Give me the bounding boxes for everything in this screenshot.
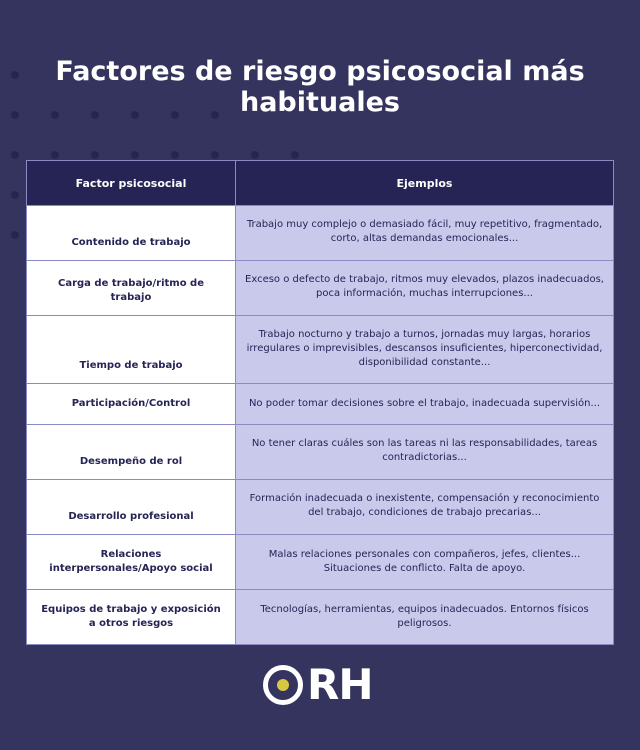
table-row <box>27 424 613 479</box>
example-cell: No poder tomar decisiones sobre el trabajo, inadecuada supervisión... <box>235 384 613 424</box>
example-cell: No tener claras cuáles son las tareas ni las responsabilidades, tareas contradictorias... <box>235 425 613 479</box>
factor-cell: Desarrollo profesional <box>27 480 235 534</box>
example-cell: Trabajo muy complejo o demasiado fácil, muy repetitivo, fragmentado, corto, altas demandas emocionales... <box>235 206 613 260</box>
table-header <box>27 161 613 205</box>
logo-dot-icon <box>277 679 289 691</box>
page-title: Factores de riesgo psicosocial más habituales <box>55 56 585 118</box>
header-ejemplos: Ejemplos <box>235 161 613 205</box>
example-cell: Tecnologías, herramientas, equipos inadecuados. Entornos físicos peligrosos. <box>235 590 613 644</box>
table-row <box>27 315 613 383</box>
factor-cell: Tiempo de trabajo <box>27 316 235 383</box>
factor-cell: Carga de trabajo/ritmo de trabajo <box>27 261 235 315</box>
example-cell: Formación inadecuada o inexistente, compensación y reconocimiento del trabajo, condiciones de trabajo precarias... <box>235 480 613 534</box>
example-cell: Malas relaciones personales con compañeros, jefes, clientes... Situaciones de conflicto. Falta de apoyo. <box>235 535 613 589</box>
orh-logo <box>263 662 373 708</box>
factor-cell: Desempeño de rol <box>27 425 235 479</box>
table-row <box>27 479 613 534</box>
table-row <box>27 534 613 589</box>
factor-cell: Participación/Control <box>27 384 235 424</box>
table-row <box>27 589 613 644</box>
header-factor: Factor psicosocial <box>75 176 187 190</box>
factor-cell: Equipos de trabajo y exposición a otros riesgos <box>27 590 235 644</box>
risk-factors-table <box>26 160 614 645</box>
table-row <box>27 383 613 424</box>
logo-text: RH <box>307 660 373 709</box>
table-row <box>27 260 613 315</box>
factor-cell: Relaciones interpersonales/Apoyo social <box>27 535 235 589</box>
factor-cell: Contenido de trabajo <box>27 206 235 260</box>
example-cell: Exceso o defecto de trabajo, ritmos muy elevados, plazos inadecuados, poca información, muchas interrupciones... <box>235 261 613 315</box>
logo-ring-icon <box>263 665 303 705</box>
example-cell: Trabajo nocturno y trabajo a turnos, jornadas muy largas, horarios irregulares o imprevisibles, descansos insuficientes, hiperconectividad, disponibilidad constante... <box>235 316 613 383</box>
table-row <box>27 205 613 260</box>
